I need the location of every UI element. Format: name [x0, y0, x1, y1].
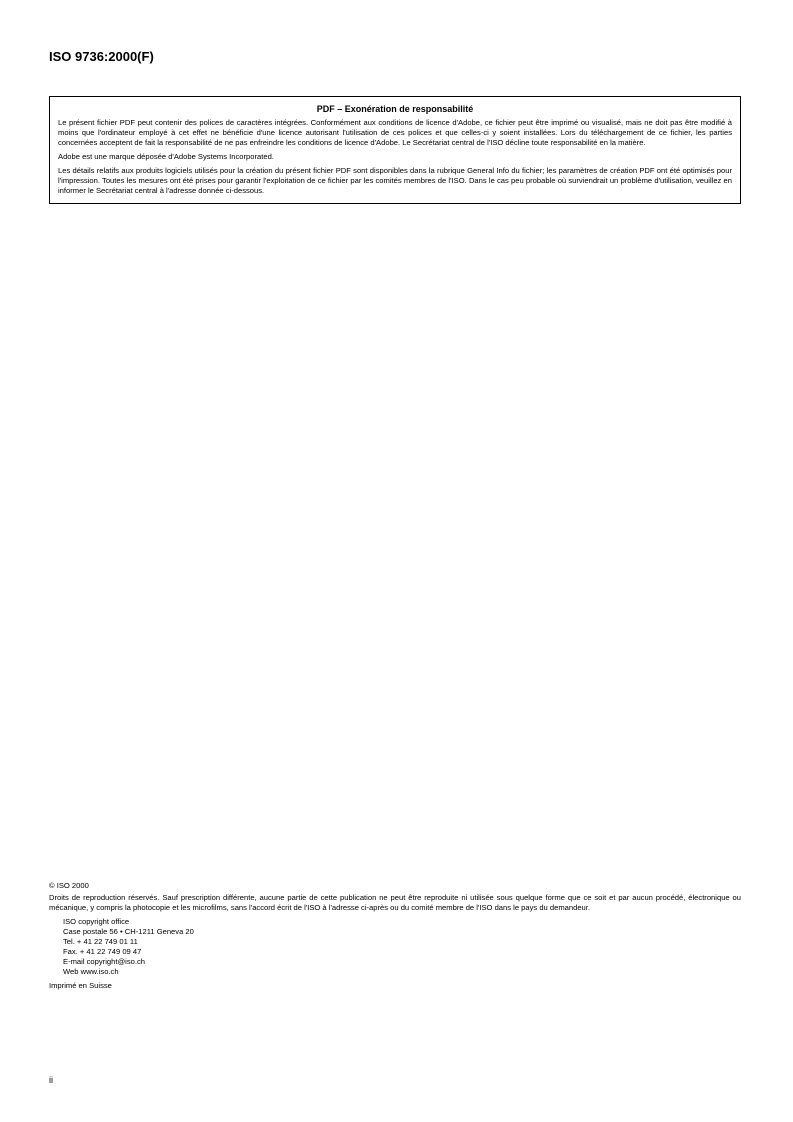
office-website: Web www.iso.ch: [63, 967, 119, 976]
office-telephone: Tel. + 41 22 749 01 11: [63, 937, 138, 946]
office-postal-address: Case postale 56 • CH-1211 Geneva 20: [63, 927, 194, 936]
disclaimer-paragraph-font-license: Le présent fichier PDF peut contenir des polices de caractères intégrées. Conformément aux conditions de licence d'Adobe, ce fichier peut être imprimé ou visualisé, mais ne doit pas être modifié à moins que l'ordinateur employé à cet effet ne bénéficie d'une licence autorisant l'utilisation de ces polices et que celles-ci y soient installées. Lors du téléchargement de ce fichier, les parties concernées acceptent de fait la responsabilité de ne pas enfreindre les conditions de licence d'Adobe. Le Secrétariat central de l'ISO décline toute responsabilité en la matière.: [58, 118, 732, 147]
disclaimer-paragraph-software: Les détails relatifs aux produits logiciels utilisés pour la création du présent fichier PDF sont disponibles dans la rubrique General Info du fichier; les paramètres de création PDF ont été optimisés pour l'impression. Toutes les mesures ont été prises pour garantir l'exploitation de ce fichier par les comités membres de l'ISO. Dans le cas peu probable où surviendrait un problème d'utilisation, veuillez en informer le Secrétariat central à l'adresse donnée ci-dessous.: [58, 166, 732, 195]
disclaimer-title: PDF – Exonération de responsabilité: [316, 104, 474, 114]
disclaimer-box: [49, 96, 741, 204]
office-address: [63, 917, 741, 977]
rights-statement: Droits de reproduction réservés. Sauf prescription différente, aucune partie de cette publication ne peut être reproduite ni utilisée sous quelque forme que ce soit et par aucun procédé, électronique ou mécanique, y compris la photocopie et les microfilms, sans l'accord écrit de l'ISO à l'adresse ci-après ou du comité membre de l'ISO dans le pays du demandeur.: [49, 893, 741, 912]
copyright-notice: © ISO 2000: [49, 881, 89, 890]
page-number: ii: [49, 1075, 53, 1085]
disclaimer-paragraph-trademark: Adobe est une marque déposée d'Adobe Systems Incorporated.: [58, 152, 274, 161]
printed-location: Imprimé en Suisse: [49, 981, 112, 990]
office-fax: Fax. + 41 22 749 09 47: [63, 947, 142, 956]
document-code: ISO 9736:2000(F): [49, 49, 154, 64]
office-email: E-mail copyright@iso.ch: [63, 957, 145, 966]
copyright-block: [49, 881, 741, 991]
office-name: ISO copyright office: [63, 917, 130, 926]
